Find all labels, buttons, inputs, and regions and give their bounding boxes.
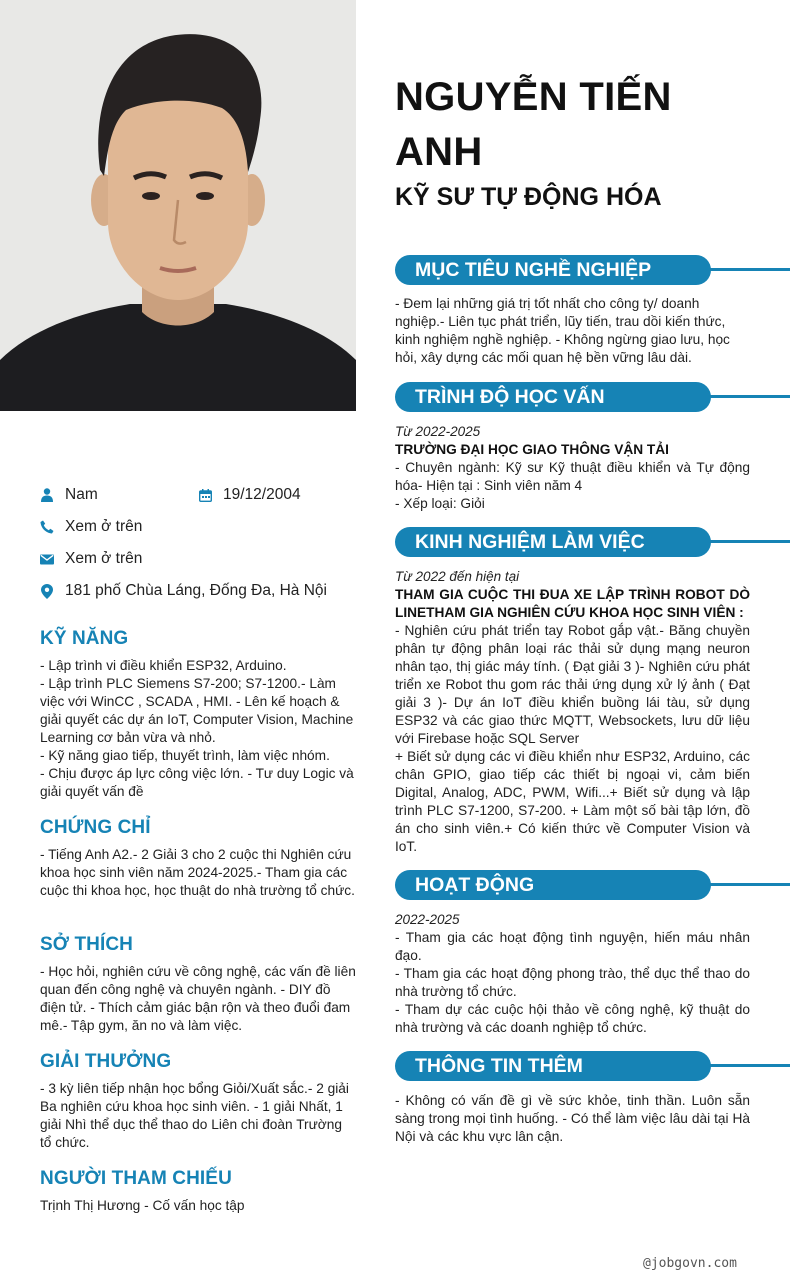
- activities-line: - Tham gia các hoạt động tình nguyện, hiến máu nhân đạo.: [395, 930, 750, 963]
- additional-text: - Không có vấn đề gì về sức khỏe, tinh thần. Luôn sẵn sàng trong mọi tình huống. - Có thể làm việc lâu dài tại Hà Nội và các khu vực lân cận.: [395, 1093, 750, 1144]
- education-date: Từ 2022-2025: [395, 424, 481, 439]
- objective-text: - Đem lại những giá trị tốt nhất cho công ty/ doanh nghiệp.- Liên tục phát triển, lũy tiến, trau dồi kiến thức, kinh nghiệm nghề nghiệp. - Không ngừng giao lưu, học hỏi, xây dựng các mối quan hệ bền vững lâu dài.: [395, 296, 730, 365]
- education-details: [395, 459, 750, 513]
- skills-heading: KỸ NĂNG: [40, 628, 129, 649]
- gender-row: [40, 484, 98, 506]
- birthdate-row: [198, 484, 301, 506]
- gender-value: Nam: [65, 486, 98, 503]
- activities-line: - Tham gia các hoạt động phong trào, thể dục thể thao do nhà trường tổ chức.: [395, 966, 750, 999]
- birthdate-value: 19/12/2004: [223, 486, 301, 503]
- header-rule: [695, 1064, 790, 1067]
- awards-section: [40, 1051, 356, 1152]
- references-section: [40, 1168, 356, 1215]
- skills-line: - Chịu được áp lực công việc lớn. - Tư duy Logic và giải quyết vấn đề: [40, 766, 354, 799]
- email-value: Xem ở trên: [65, 550, 143, 567]
- phone-value: Xem ở trên: [65, 518, 143, 535]
- experience-date: Từ 2022 đến hiện tại: [395, 569, 520, 584]
- skills-section: [40, 628, 356, 801]
- references-heading: NGƯỜI THAM CHIẾU: [40, 1168, 232, 1189]
- skills-text: [40, 657, 356, 801]
- hobbies-section: [40, 934, 356, 1035]
- references-text: Trịnh Thị Hương - Cố vấn học tập: [40, 1198, 245, 1213]
- additional-section: [395, 1051, 750, 1146]
- objective-heading: MỤC TIÊU NGHỀ NGHIỆP: [415, 259, 652, 281]
- activities-section: [395, 870, 750, 1037]
- education-school: TRƯỜNG ĐẠI HỌC GIAO THÔNG VẬN TẢI: [395, 442, 669, 457]
- activities-heading: HOẠT ĐỘNG: [415, 874, 535, 896]
- skills-line: - Lập trình vi điều khiển ESP32, Arduino.: [40, 658, 287, 673]
- activities-date: 2022-2025: [395, 912, 460, 927]
- hobbies-heading: SỞ THÍCH: [40, 934, 134, 955]
- full-name: NGUYỄN TIẾN ANH: [395, 75, 672, 174]
- activities-details: [395, 929, 750, 1037]
- calendar-icon: [198, 488, 212, 502]
- section-header-bar: [395, 255, 750, 285]
- skills-line: - Kỹ năng giao tiếp, thuyết trình, làm việc nhóm.: [40, 748, 330, 763]
- profile-photo: [0, 0, 356, 411]
- awards-heading: GIẢI THƯỞNG: [40, 1051, 172, 1072]
- email-icon: [40, 552, 54, 566]
- experience-line: + Biết sử dụng các vi điều khiển như ESP32, Arduino, các chân GPIO, giao tiếp các thiết bị ngoại vi, cảm biến Digital, Analog, ADC, PWM, Wifi...+ Biết sử dụng và lập trình PLC S7-1200, S7-200. + Làm một số bài tập lớn, đồ án cho sinh viên.+ Có kiến thức về Computer Vision và IoT.: [395, 749, 750, 854]
- phone-icon: [40, 520, 54, 534]
- header-rule: [695, 540, 790, 543]
- portrait-illustration: [0, 0, 356, 411]
- watermark-footer: @jobgovn.com: [643, 1256, 737, 1271]
- objective-section: [395, 255, 750, 367]
- section-header-bar: [395, 382, 750, 412]
- section-header-bar: [395, 1051, 750, 1081]
- skills-line: - Lập trình PLC Siemens S7-200; S7-1200.- Làm việc với WinCC , SCADA , HMI. - Lên kế hoạch & giải quyết các dự án IoT, Computer Vision, Machine Learning cơ bản vừa và nhỏ.: [40, 676, 354, 745]
- phone-row: [40, 516, 142, 538]
- header-rule: [695, 395, 790, 398]
- education-line: - Xếp loại: Giỏi: [395, 496, 485, 511]
- header-rule: [695, 268, 790, 271]
- awards-text: - 3 kỳ liên tiếp nhận học bổng Giỏi/Xuất sắc.- 2 giải Ba nghiên cứu khoa học sinh viên. - 1 giải Nhất, 1 giải Nhì thể dục thể thao do Liên chi đoàn Trường tổ chức.: [40, 1081, 349, 1150]
- header-rule: [695, 883, 790, 886]
- person-icon: [40, 488, 54, 502]
- experience-details: [395, 622, 750, 856]
- experience-line: - Nghiên cứu phát triển tay Robot gắp vật.- Băng chuyền phân tự động phân loại rác thải sử dụng mạng neuron nhân tạo, thị giác máy tính. ( Đạt giải 3 )- Nghiên cứu phát triển xe Robot thu gom rác thải ứng dụng xử lý ảnh ( Đạt giải 3 )- Dự án IoT điều khiển buồng lái tàu, sử dụng ESP32 và các giao thức MQTT, Websockets, lưu dữ liệu với Firebase hoặc SQL Server: [395, 623, 750, 746]
- location-pin-icon: [40, 584, 54, 598]
- experience-section: [395, 527, 750, 856]
- section-header-bar: [395, 870, 750, 900]
- section-header-bar: [395, 527, 750, 557]
- job-title: KỸ SƯ TỰ ĐỘNG HÓA: [395, 183, 662, 211]
- activities-line: - Tham dự các cuộc hội thảo về công nghệ, kỹ thuật do nhà trường và các doanh nghiệp tổ chức.: [395, 1002, 750, 1035]
- certificates-heading: CHỨNG CHỈ: [40, 817, 151, 838]
- education-heading: TRÌNH ĐỘ HỌC VẤN: [415, 386, 605, 408]
- certificates-section: [40, 817, 356, 900]
- email-row: [40, 548, 142, 570]
- additional-heading: THÔNG TIN THÊM: [415, 1055, 583, 1077]
- education-line: - Chuyên ngành: Kỹ sư Kỹ thuật điều khiển và Tự động hóa- Hiện tại : Sinh viên năm 4: [395, 460, 750, 493]
- experience-heading: KINH NGHIỆM LÀM VIỆC: [415, 531, 645, 553]
- experience-org: THAM GIA CUỘC THI ĐUA XE LẬP TRÌNH ROBOT DÒ LINETHAM GIA NGHIÊN CỨU KHOA HỌC SINH VIÊN :: [395, 587, 750, 620]
- certificates-text: - Tiếng Anh A2.- 2 Giải 3 cho 2 cuộc thi Nghiên cứu khoa học sinh viên năm 2024-2025.- Tham gia các cuộc thi khoa học, học thuật do nhà trường tổ chức.: [40, 847, 355, 898]
- education-section: [395, 382, 750, 513]
- address-row: [40, 580, 327, 602]
- address-value: 181 phố Chùa Láng, Đống Đa, Hà Nội: [65, 582, 327, 599]
- hobbies-text: - Học hỏi, nghiên cứu về công nghệ, các vấn đề liên quan đến công nghệ và chuyên ngành. - DIY đồ điện tử. - Thích cảm giác bận rộn và theo đuổi đam mê.- Tập gym, ăn no và làm việc.: [40, 964, 356, 1033]
